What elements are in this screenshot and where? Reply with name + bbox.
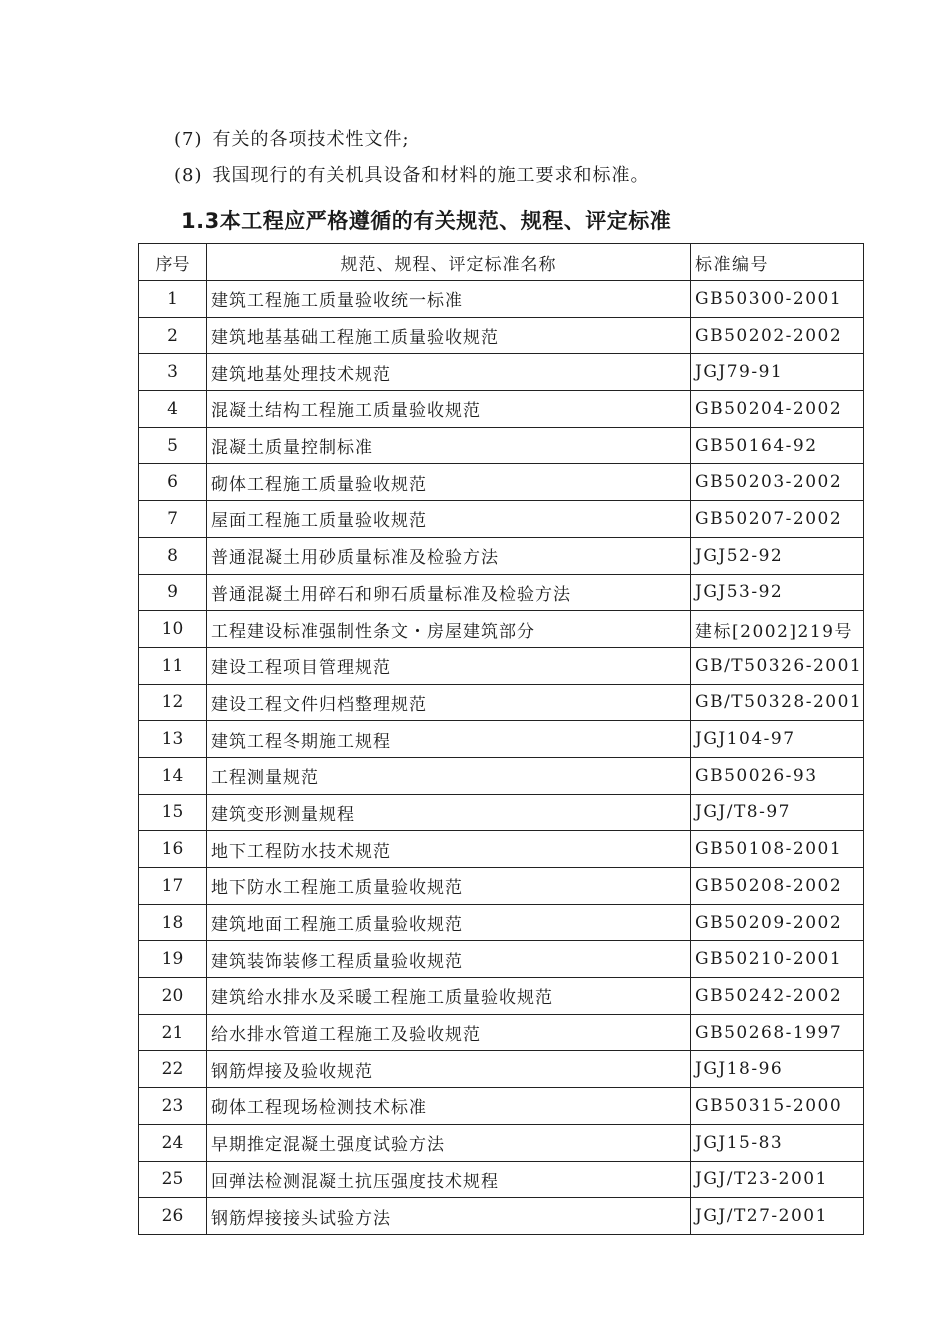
standard-name: 建筑工程冬期施工规程 (207, 721, 691, 758)
row-index: 9 (139, 574, 207, 611)
standard-name: 地下防水工程施工质量验收规范 (207, 868, 691, 905)
standard-code: GB50315-2000 (691, 1088, 864, 1125)
table-row (139, 978, 864, 1015)
table-row (139, 281, 864, 318)
row-index: 13 (139, 721, 207, 758)
row-index: 19 (139, 941, 207, 978)
standard-name: 地下工程防水技术规范 (207, 831, 691, 868)
standard-code: GB50202-2002 (691, 317, 864, 354)
row-index: 1 (139, 281, 207, 318)
row-index: 2 (139, 317, 207, 354)
row-index: 12 (139, 684, 207, 721)
row-index: 24 (139, 1124, 207, 1161)
standard-name: 建筑装饰装修工程质量验收规范 (207, 941, 691, 978)
standard-name: 普通混凝土用碎石和卵石质量标准及检验方法 (207, 574, 691, 611)
standard-code: GB50204-2002 (691, 391, 864, 428)
paragraph-item-7 (174, 125, 410, 151)
row-index: 7 (139, 501, 207, 538)
table-row (139, 501, 864, 538)
table-row (139, 1124, 864, 1161)
table-row (139, 684, 864, 721)
standard-code: GB/T50328-2001 (691, 684, 864, 721)
standard-name: 建筑给水排水及采暖工程施工质量验收规范 (207, 978, 691, 1015)
standard-name: 回弹法检测混凝土抗压强度技术规程 (207, 1161, 691, 1198)
standards-table (138, 243, 864, 1235)
row-index: 26 (139, 1198, 207, 1235)
standard-name: 砌体工程现场检测技术标准 (207, 1088, 691, 1125)
standard-name: 普通混凝土用砂质量标准及检验方法 (207, 537, 691, 574)
section-heading: 1.3本工程应严格遵循的有关规范、规程、评定标准 (181, 209, 672, 233)
table-row (139, 794, 864, 831)
standard-code: GB/T50326-2001 (691, 647, 864, 684)
standard-code: GB50209-2002 (691, 904, 864, 941)
standard-name: 建筑变形测量规程 (207, 794, 691, 831)
standard-code: GB50164-92 (691, 427, 864, 464)
standard-code: 建标[2002]219号 (691, 611, 864, 648)
paragraph-text: 有关的各项技术性文件; (212, 129, 410, 150)
table-body (139, 281, 864, 1235)
standard-name: 建设工程项目管理规范 (207, 647, 691, 684)
row-index: 4 (139, 391, 207, 428)
table-row (139, 574, 864, 611)
standard-code: JGJ53-92 (691, 574, 864, 611)
table-row (139, 647, 864, 684)
table-row (139, 611, 864, 648)
row-index: 15 (139, 794, 207, 831)
standard-name: 建筑地基处理技术规范 (207, 354, 691, 391)
standard-name: 给水排水管道工程施工及验收规范 (207, 1014, 691, 1051)
table-row (139, 757, 864, 794)
standard-code: GB50203-2002 (691, 464, 864, 501)
row-index: 23 (139, 1088, 207, 1125)
table-row (139, 1161, 864, 1198)
row-index: 6 (139, 464, 207, 501)
paragraph-number: (8) (174, 165, 203, 186)
row-index: 3 (139, 354, 207, 391)
standard-code: GB50268-1997 (691, 1014, 864, 1051)
table-row (139, 721, 864, 758)
standard-code: JGJ/T8-97 (691, 794, 864, 831)
row-index: 16 (139, 831, 207, 868)
standard-code: GB50026-93 (691, 757, 864, 794)
standard-code: GB50300-2001 (691, 281, 864, 318)
standard-name: 建筑工程施工质量验收统一标准 (207, 281, 691, 318)
standard-code: GB50210-2001 (691, 941, 864, 978)
table-row (139, 1051, 864, 1088)
standard-name: 建筑地基基础工程施工质量验收规范 (207, 317, 691, 354)
header-index: 序号 (139, 244, 207, 281)
table-row (139, 831, 864, 868)
standard-code: JGJ/T23-2001 (691, 1161, 864, 1198)
table-row (139, 1088, 864, 1125)
table-row (139, 427, 864, 464)
standard-name: 建设工程文件归档整理规范 (207, 684, 691, 721)
table-row (139, 1014, 864, 1051)
paragraph-text: 我国现行的有关机具设备和材料的施工要求和标准。 (212, 165, 650, 186)
row-index: 10 (139, 611, 207, 648)
row-index: 5 (139, 427, 207, 464)
row-index: 11 (139, 647, 207, 684)
standard-code: GB50242-2002 (691, 978, 864, 1015)
header-name: 规范、规程、评定标准名称 (207, 244, 691, 281)
standard-code: JGJ15-83 (691, 1124, 864, 1161)
header-code: 标准编号 (691, 244, 864, 281)
table-row (139, 317, 864, 354)
standard-name: 混凝土结构工程施工质量验收规范 (207, 391, 691, 428)
standard-name: 工程建设标准强制性条文・房屋建筑部分 (207, 611, 691, 648)
standard-name: 早期推定混凝土强度试验方法 (207, 1124, 691, 1161)
standard-code: JGJ52-92 (691, 537, 864, 574)
paragraph-item-8 (174, 161, 650, 187)
table-row (139, 941, 864, 978)
table-row (139, 464, 864, 501)
row-index: 8 (139, 537, 207, 574)
row-index: 14 (139, 757, 207, 794)
standard-name: 钢筋焊接及验收规范 (207, 1051, 691, 1088)
standard-code: JGJ104-97 (691, 721, 864, 758)
standard-name: 钢筋焊接接头试验方法 (207, 1198, 691, 1235)
standard-code: JGJ/T27-2001 (691, 1198, 864, 1235)
row-index: 17 (139, 868, 207, 905)
row-index: 21 (139, 1014, 207, 1051)
standard-code: JGJ18-96 (691, 1051, 864, 1088)
standard-name: 屋面工程施工质量验收规范 (207, 501, 691, 538)
standard-name: 混凝土质量控制标准 (207, 427, 691, 464)
table-row (139, 904, 864, 941)
standard-name: 工程测量规范 (207, 757, 691, 794)
table-header-row (139, 244, 864, 281)
standard-code: GB50208-2002 (691, 868, 864, 905)
row-index: 22 (139, 1051, 207, 1088)
paragraph-number: (7) (174, 129, 203, 150)
standard-code: GB50108-2001 (691, 831, 864, 868)
standard-code: JGJ79-91 (691, 354, 864, 391)
row-index: 18 (139, 904, 207, 941)
standard-code: GB50207-2002 (691, 501, 864, 538)
table-row (139, 537, 864, 574)
row-index: 25 (139, 1161, 207, 1198)
table-row (139, 391, 864, 428)
table-row (139, 354, 864, 391)
row-index: 20 (139, 978, 207, 1015)
standard-name: 建筑地面工程施工质量验收规范 (207, 904, 691, 941)
table-row (139, 1198, 864, 1235)
table-row (139, 868, 864, 905)
standard-name: 砌体工程施工质量验收规范 (207, 464, 691, 501)
